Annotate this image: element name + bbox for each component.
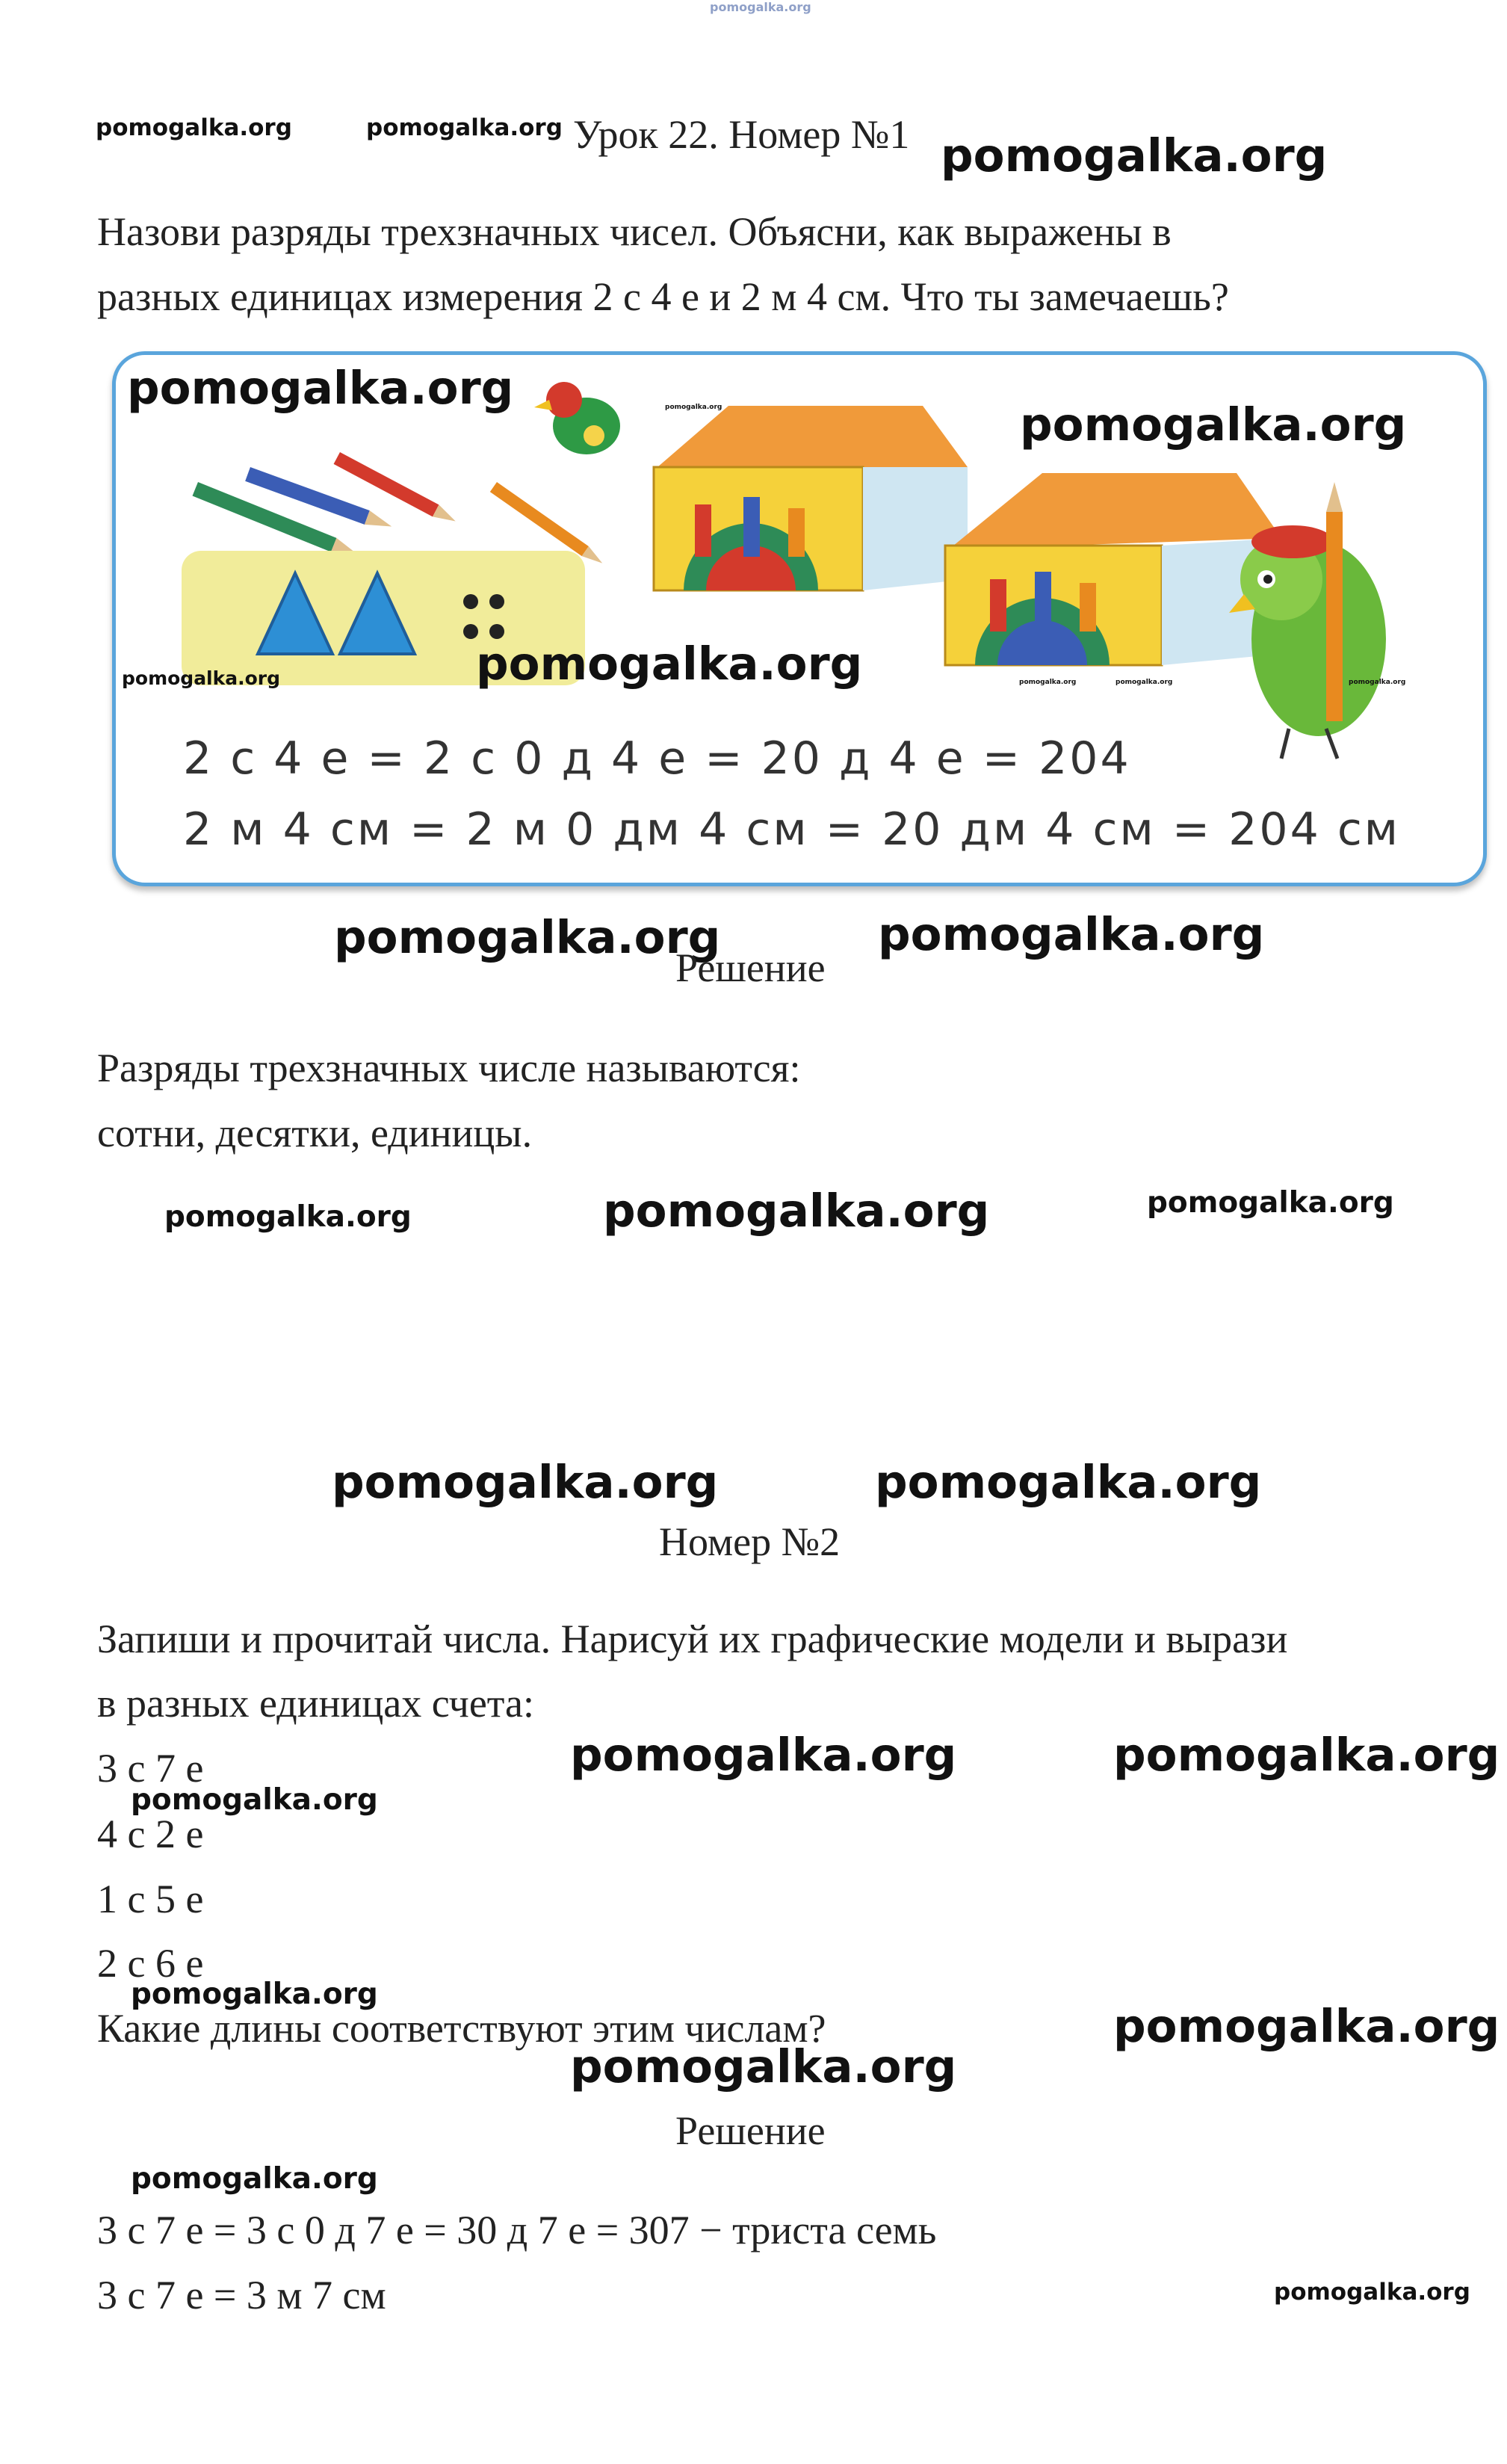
pencil-box-icon [945,473,1281,665]
watermark: pomogalka.org [366,114,563,141]
solution-heading-1: Решение [675,945,826,990]
watermark: pomogalka.org [332,1456,719,1509]
solution1-line-1: Разряды трехзначных числе называются: [97,1046,801,1090]
watermark: pomogalka.org [1115,679,1173,686]
number-3: 1 с 5 е [97,1877,204,1921]
watermark: pomogalka.org [127,362,514,415]
pencils-icon [193,452,606,568]
watermark: pomogalka.org [476,637,863,691]
watermark: pomogalka.org [1349,679,1406,686]
watermark: pomogalka.org [710,0,811,14]
watermark: pomogalka.org [1019,679,1077,686]
watermark: pomogalka.org [570,2040,957,2093]
watermark: pomogalka.org [875,1456,1262,1509]
watermark: pomogalka.org [1113,2000,1500,2053]
number-2: 4 с 2 е [97,1812,204,1856]
watermark: pomogalka.org [941,129,1328,182]
watermark: pomogalka.org [334,911,721,964]
watermark: pomogalka.org [1147,1186,1394,1220]
watermark: pomogalka.org [1274,2279,1470,2306]
watermark: pomogalka.org [164,1200,412,1234]
equation-1: 2 с 4 е = 2 с 0 д 4 е = 20 д 4 е = 204 [183,732,1131,785]
bird-icon [534,382,620,454]
watermark: pomogalka.org [131,1977,378,2011]
lesson-title: Урок 22. Номер №1 [573,112,910,157]
watermark: pomogalka.org [131,1783,378,1817]
watermark: pomogalka.org [131,2162,378,2196]
task2-line-2: в разных единицах счета: [97,1681,535,1726]
equation-2: 2 м 4 см = 2 м 0 дм 4 см = 20 дм 4 см = 204 см [183,803,1401,856]
task1-line-1: Назови разряды трехзначных чисел. Объясни, как выражены в [97,209,1172,254]
pencil-box-icon [654,406,968,590]
solution-heading-2: Решение [675,2108,826,2153]
solution1-line-2: сотни, десятки, единицы. [97,1111,533,1155]
solution2-line-1: 3 с 7 е = 3 с 0 д 7 е = 30 д 7 е = 307 − триста семь [97,2208,937,2253]
watermark: pomogalka.org [1020,398,1407,451]
watermark: pomogalka.org [122,667,281,689]
number-4: 2 с 6 е [97,1941,204,1986]
task1-line-2: разных единицах измерения 2 с 4 е и 2 м 4 см. Что ты замечаешь? [97,274,1229,319]
watermark: pomogalka.org [96,114,292,141]
watermark: pomogalka.org [665,404,722,411]
watermark: pomogalka.org [1113,1729,1500,1782]
watermark: pomogalka.org [570,1729,957,1782]
watermark: pomogalka.org [878,908,1265,961]
watermark: pomogalka.org [603,1185,990,1238]
number-1: 3 с 7 е [97,1746,204,1791]
task2-title: Номер №2 [659,1519,841,1564]
solution2-line-2: 3 с 7 е = 3 м 7 см [97,2273,386,2318]
task2-question: Какие длины соответствуют этим числам? [97,2006,826,2051]
task2-line-1: Запиши и прочитай числа. Нарисуй их графические модели и вырази [97,1617,1288,1661]
